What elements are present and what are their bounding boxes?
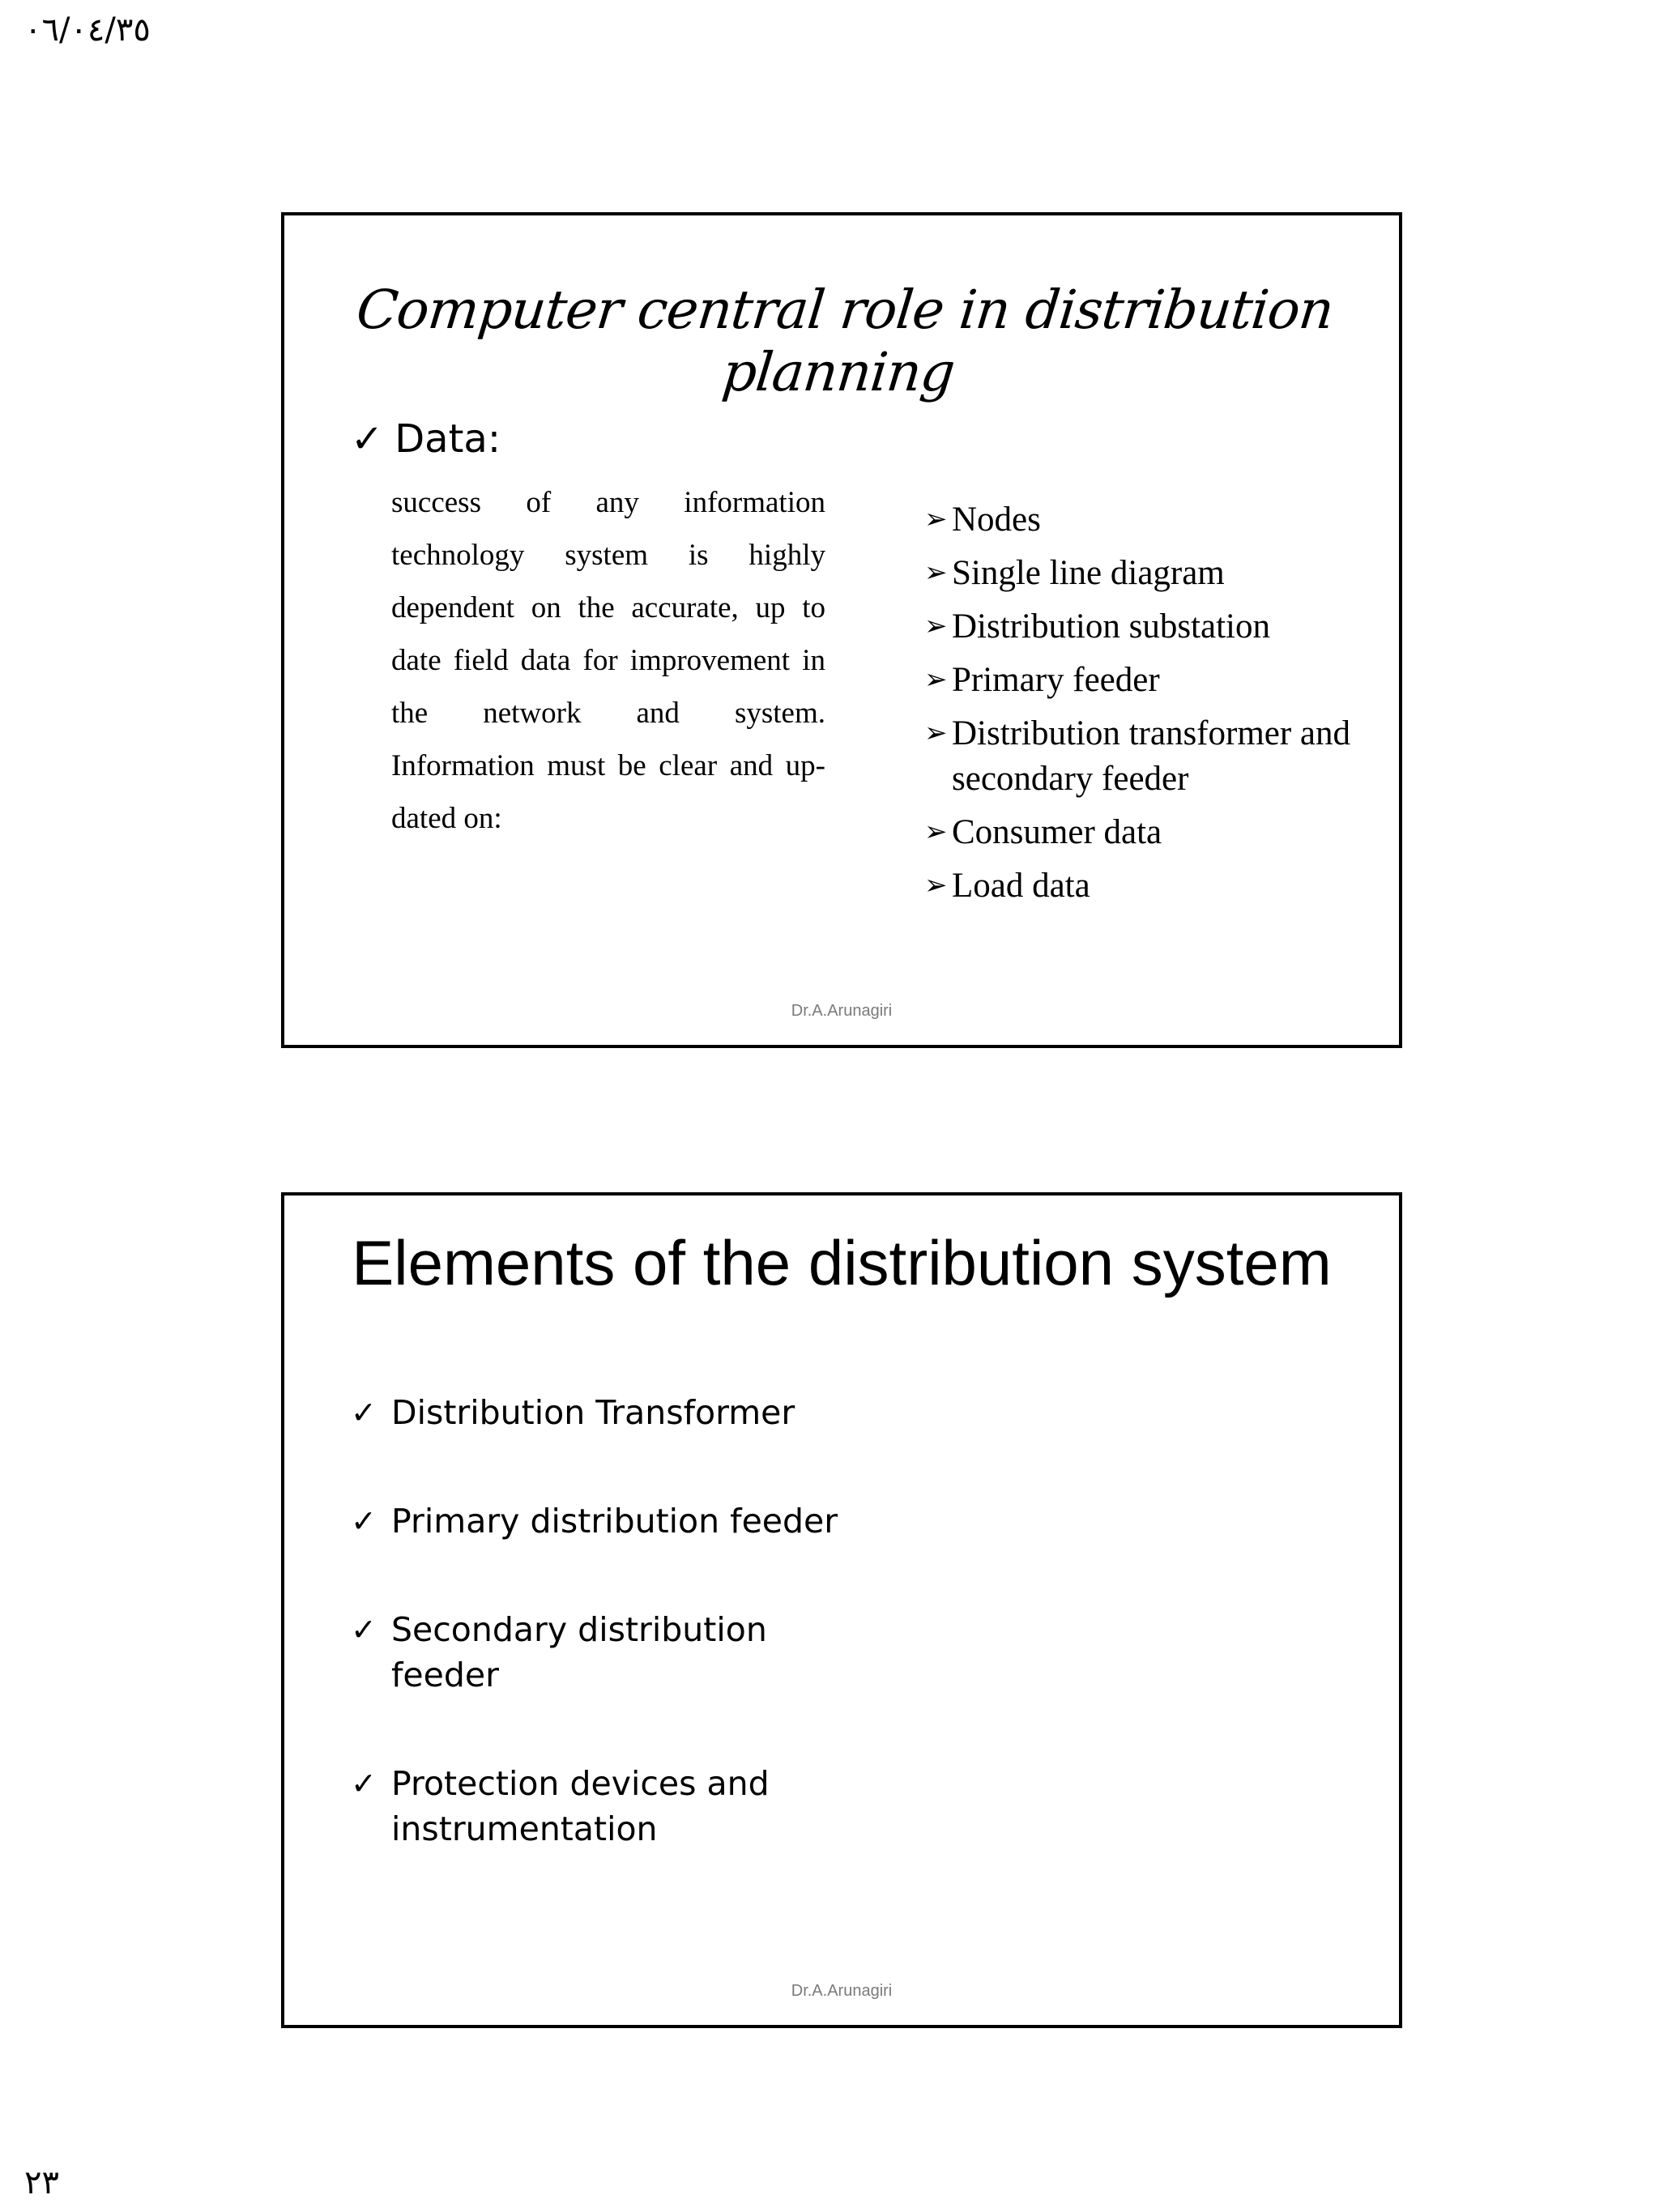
list-item <box>351 1498 853 1544</box>
arrow-icon: ➢ <box>924 505 948 535</box>
list-item <box>924 658 1378 703</box>
arrow-icon: ➢ <box>924 871 948 901</box>
data-items-list <box>924 497 1378 917</box>
slide-computer-role <box>281 212 1402 1048</box>
check-icon: ✓ <box>351 1395 377 1430</box>
page-number: ٢٣ <box>24 2164 59 2201</box>
list-item-label: Protection devices and instrumentation <box>391 1764 770 1848</box>
data-heading <box>351 416 501 462</box>
list-item <box>351 1607 853 1698</box>
slide-footer: Dr.A.Arunagiri <box>791 1002 893 1020</box>
check-icon: ✓ <box>351 1766 377 1801</box>
check-icon: ✓ <box>351 1612 377 1647</box>
list-item-label: Primary feeder <box>952 661 1160 699</box>
list-item <box>924 711 1378 802</box>
list-item-label: Single line diagram <box>952 554 1225 592</box>
list-item <box>351 1390 853 1435</box>
slide-title: Elements of the distribution system <box>352 1227 1332 1298</box>
arrow-icon: ➢ <box>924 558 948 588</box>
list-item <box>924 604 1378 650</box>
list-item-label: Consumer data <box>952 813 1162 851</box>
slide-distribution-elements <box>281 1192 1402 2028</box>
list-item-label: Secondary distribution feeder <box>391 1610 767 1694</box>
list-item-label: Distribution transformer and secondary feeder <box>952 714 1351 798</box>
slide-title: Computer central role in distribution planning <box>353 279 1337 403</box>
list-item <box>351 1761 853 1852</box>
list-item <box>924 863 1378 909</box>
data-heading-label: Data: <box>394 416 501 462</box>
list-item-label: Distribution Transformer <box>391 1393 795 1432</box>
list-item-label: Nodes <box>952 501 1041 539</box>
list-item <box>924 497 1378 543</box>
elements-list <box>351 1390 853 1915</box>
list-item <box>924 551 1378 596</box>
data-paragraph: success of any information technology system is highly dependent on the accurate, up to date field data for improvement in the network and system. Information must be clear and up-dated on: <box>391 486 825 835</box>
arrow-icon: ➢ <box>924 718 948 748</box>
check-icon: ✓ <box>351 1503 377 1539</box>
list-item-label: Distribution substation <box>952 607 1270 646</box>
list-item <box>924 810 1378 855</box>
list-item-label: Load data <box>952 867 1090 905</box>
arrow-icon: ➢ <box>924 612 948 641</box>
arrow-icon: ➢ <box>924 665 948 695</box>
check-icon: ✓ <box>351 416 384 462</box>
list-item-label: Primary distribution feeder <box>391 1502 838 1541</box>
page-date: ٠٦/٠٤/٣٥ <box>24 11 151 49</box>
arrow-icon: ➢ <box>924 817 948 847</box>
slide-footer: Dr.A.Arunagiri <box>791 1982 893 2000</box>
